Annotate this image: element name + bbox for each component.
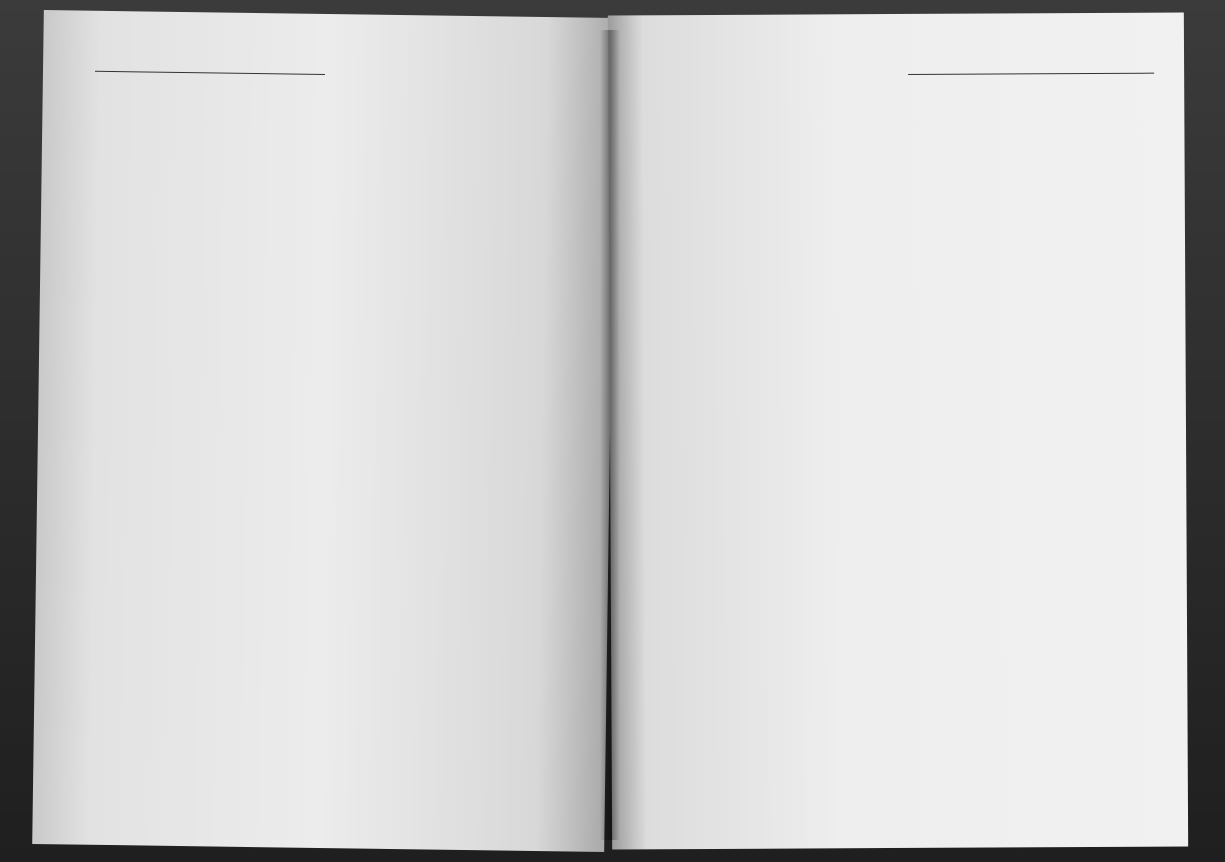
right-page — [608, 12, 1188, 849]
right-head-rule — [908, 73, 1154, 75]
right-running-head — [1138, 57, 1154, 68]
left-head-rule — [95, 71, 325, 75]
left-running-head — [99, 55, 115, 66]
left-page — [32, 10, 616, 852]
book-gutter — [600, 30, 620, 840]
